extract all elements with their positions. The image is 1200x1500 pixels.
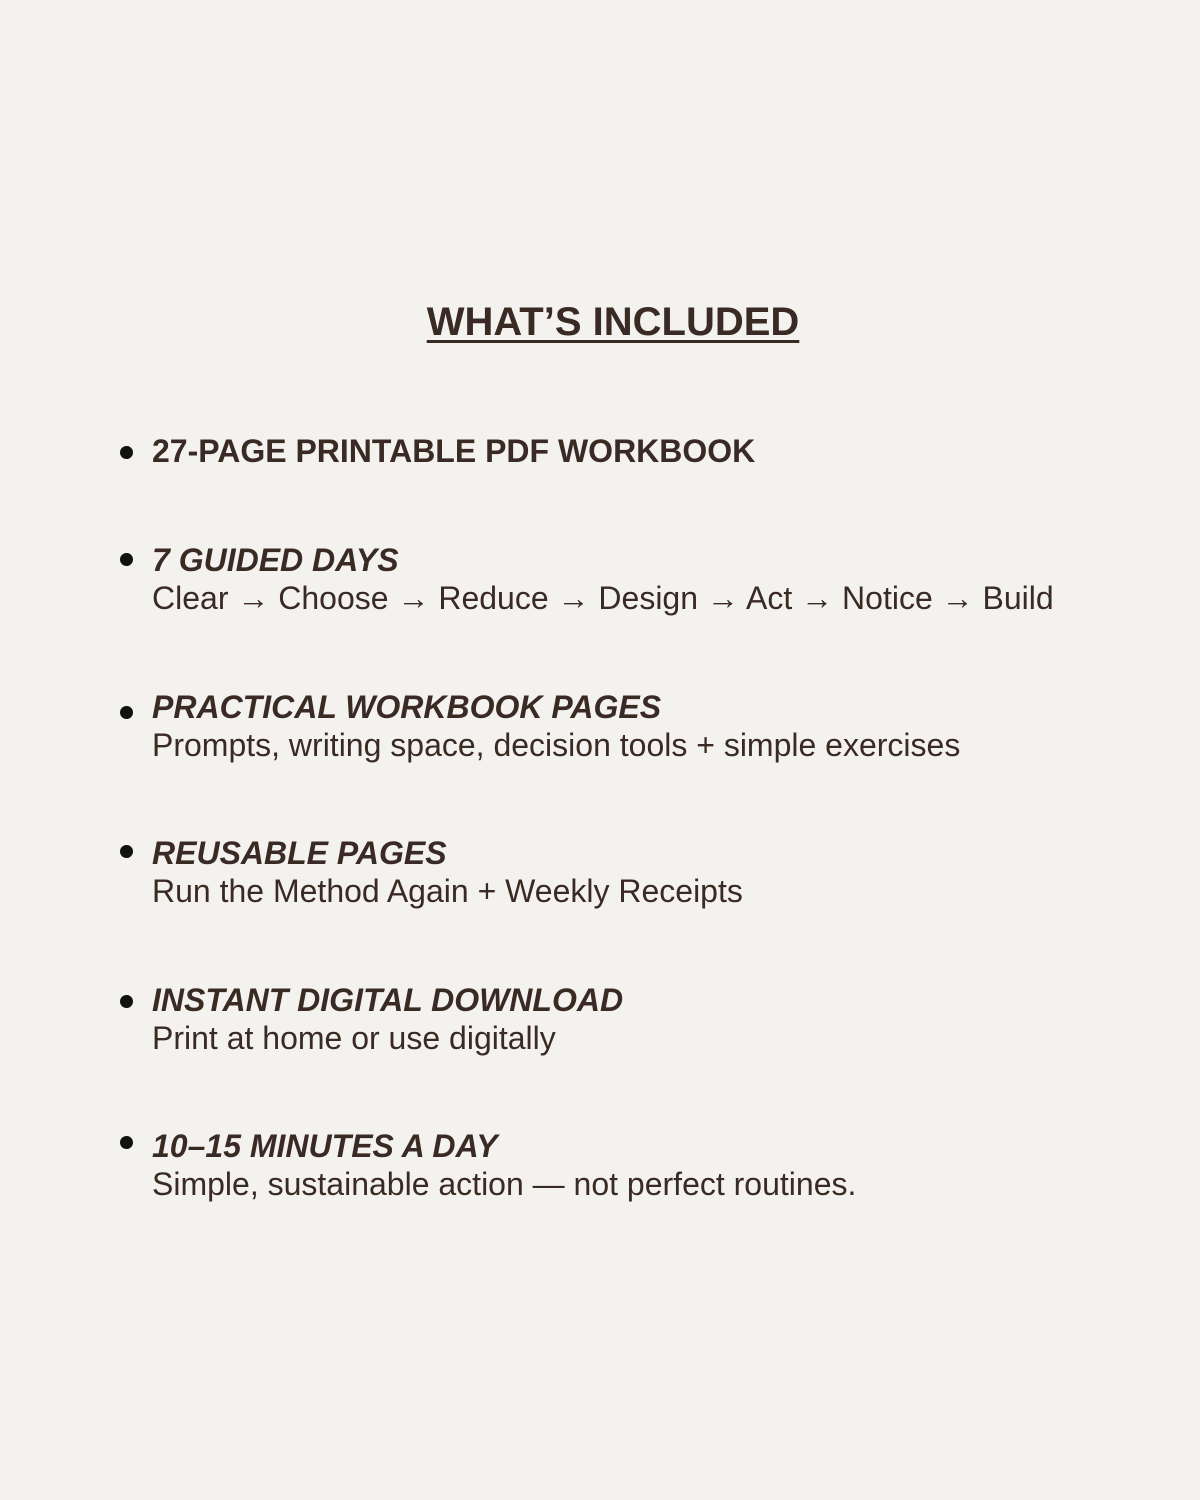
list-item xyxy=(152,432,1162,470)
bullet-icon xyxy=(120,995,133,1008)
item-heading: 7 GUIDED DAYS xyxy=(152,542,399,578)
item-description: Print at home or use digitally xyxy=(152,1020,556,1056)
list-item xyxy=(152,1127,1162,1203)
item-heading: 27-PAGE PRINTABLE PDF WORKBOOK xyxy=(152,433,756,469)
bullet-icon xyxy=(120,446,133,459)
list-item xyxy=(152,981,1162,1057)
item-description: Clear → Choose → Reduce → Design → Act → Notice → Build xyxy=(152,580,1054,616)
item-description: Prompts, writing space, decision tools + simple exercises xyxy=(152,727,961,763)
page-title: WHAT’S INCLUDED xyxy=(426,300,800,344)
bullet-icon xyxy=(120,1136,133,1149)
item-heading: PRACTICAL WORKBOOK PAGES xyxy=(152,689,662,725)
item-description: Run the Method Again + Weekly Receipts xyxy=(152,873,743,909)
bullet-icon xyxy=(120,553,133,566)
item-heading: REUSABLE PAGES xyxy=(152,835,447,871)
item-heading: 10–15 MINUTES A DAY xyxy=(152,1128,498,1164)
item-description: Simple, sustainable action — not perfect routines. xyxy=(152,1166,857,1202)
bullet-icon xyxy=(120,706,133,719)
list-item xyxy=(152,834,1162,910)
bullet-icon xyxy=(120,845,133,858)
list-item xyxy=(152,541,1162,617)
list-item xyxy=(152,688,1162,764)
item-heading: INSTANT DIGITAL DOWNLOAD xyxy=(152,982,624,1018)
